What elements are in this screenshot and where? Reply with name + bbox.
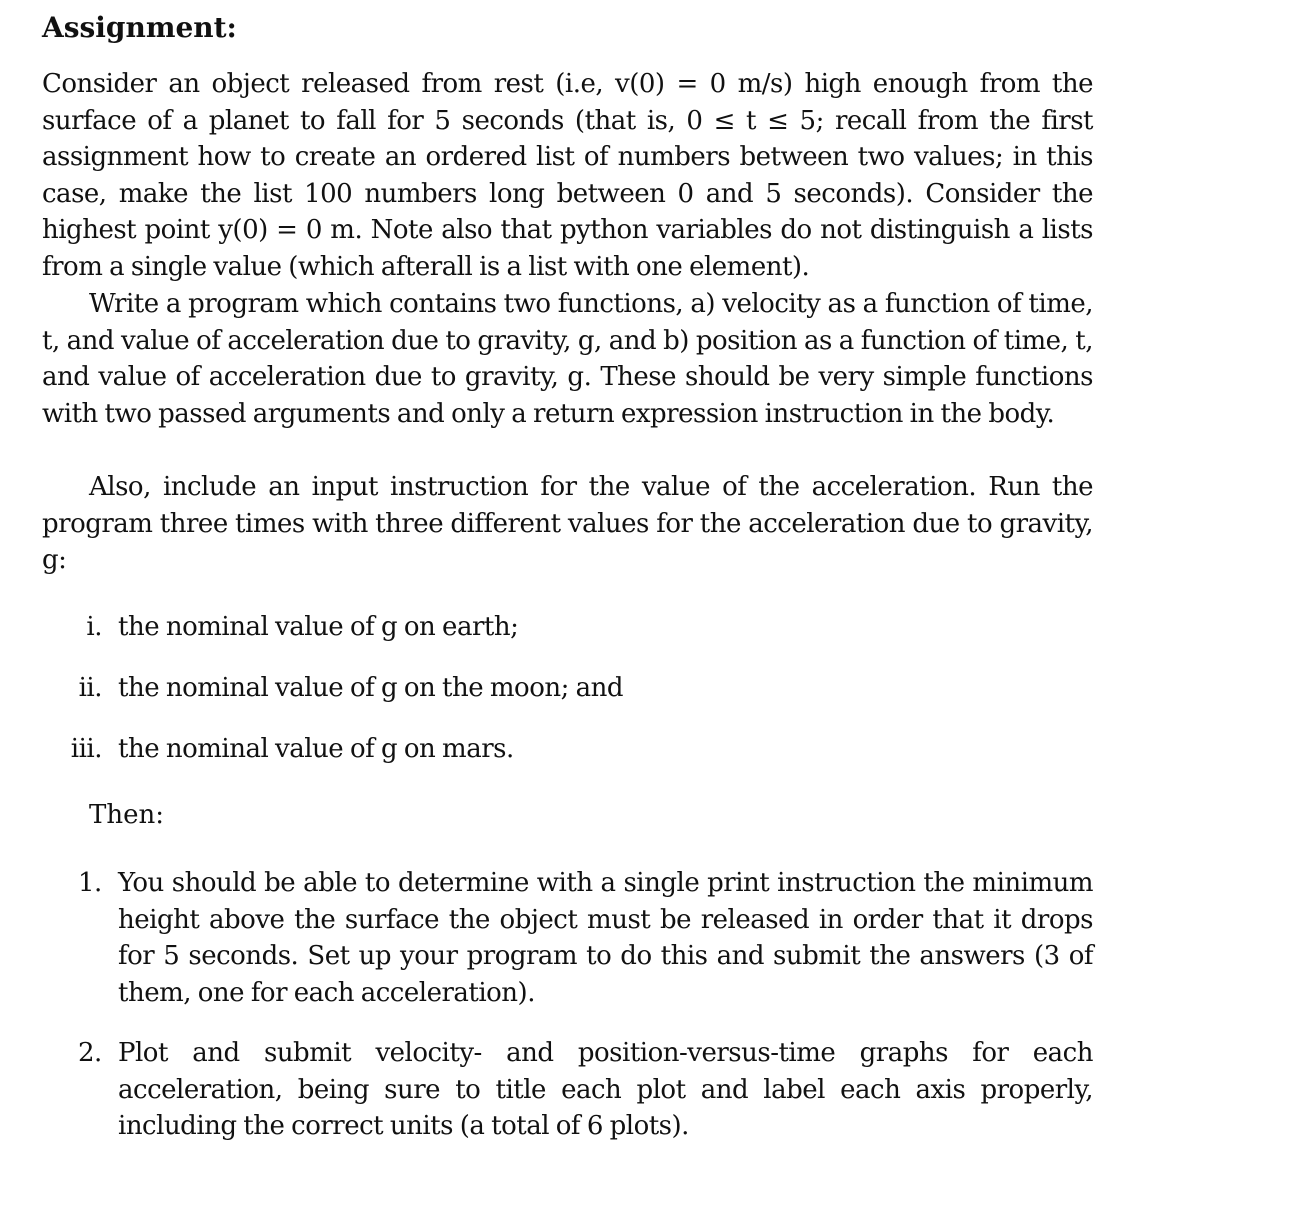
task-item-min-height: [42, 865, 1093, 1015]
then-label: Then:: [89, 800, 164, 830]
gravity-list-item-earth: [42, 609, 1093, 649]
paragraph-functions: Write a program which contains two functions, a) velocity as a function of time, t, and value of acceleration due to gravity, g, and b) position as a function of time, t, and value of acceleration due to gravity, g. These should be very simple functions with two passed arguments and only a return expression instruction in the body.: [42, 289, 1093, 429]
task-text: Plot and submit velocity- and position-versus-time graphs for each acceleration, being sure to title each plot and label each axis properly, including the correct units (a total of 6 plots).: [118, 1038, 1093, 1142]
task-label: 1.: [78, 868, 102, 898]
task-label: 2.: [78, 1038, 102, 1068]
list-text: the nominal value of g on mars.: [118, 734, 514, 764]
gravity-list-item-moon: [42, 670, 1093, 710]
task-text: You should be able to determine with a single print instruction the minimum height above the surface the object must be released in order that it drops for 5 seconds. Set up your program to do this and submit the answers (3 of them, one for each acceleration).: [118, 868, 1093, 1008]
list-text: the nominal value of g on earth;: [118, 612, 519, 642]
gravity-list-item-mars: [42, 731, 1093, 771]
paragraph-input: Also, include an input instruction for the value of the acceleration. Run the program three times with three different values for the acceleration due to gravity, g:: [42, 472, 1093, 576]
paragraph-intro: Consider an object released from rest (i.e, v(0) = 0 m/s) high enough from the surface of a planet to fall for 5 seconds (that is, 0 ≤ t ≤ 5; recall from the first assignment how to create an ordered list of numbers between two values; in this case, make the list 100 numbers long between 0 and 5 seconds). Consider the highest point y(0) = 0 m. Note also that python variables do not distinguish a lists from a single value (which afterall is a list with one element).: [42, 69, 1093, 282]
list-label: i.: [86, 612, 102, 642]
list-text: the nominal value of g on the moon; and: [118, 673, 624, 703]
list-label: ii.: [78, 673, 102, 703]
list-label: iii.: [70, 734, 102, 764]
task-item-plots: [42, 1035, 1093, 1155]
assignment-heading: Assignment:: [42, 11, 237, 44]
